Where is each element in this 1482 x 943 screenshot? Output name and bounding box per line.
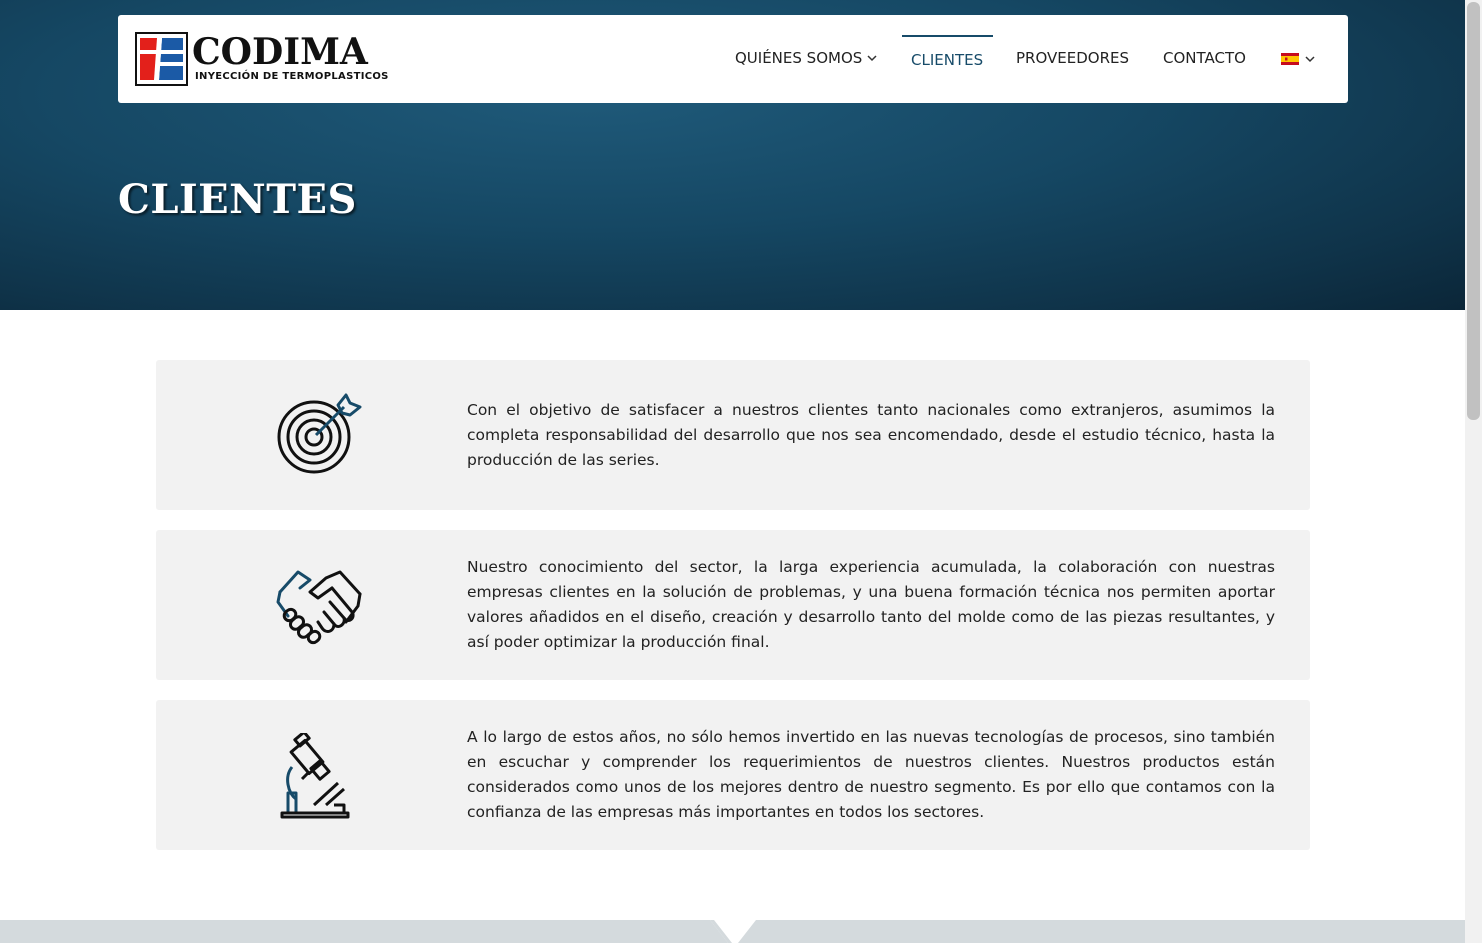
- card-text: Nuestro conocimiento del sector, la larga experiencia acumulada, la colaboración con nuestras empresas clientes en la solución de problemas, y una buena formación técnica nos permiten aportar valores añadidos en el diseño, creación y desarrollo tanto del molde como de las piezas resultantes, y así poder optimizar la producción final.: [467, 558, 1275, 651]
- logo-name: CODIMA: [192, 31, 368, 73]
- nav-item-contacto[interactable]: [1163, 49, 1246, 67]
- navbar: [118, 15, 1348, 103]
- hero-banner: [0, 0, 1465, 310]
- logo[interactable]: [135, 31, 389, 86]
- footer-notch: [710, 920, 756, 943]
- logo-tagline: INYECCIÓN DE TERMOPLASTICOS: [195, 71, 389, 82]
- target-icon: [274, 393, 364, 479]
- codima-logo-icon: [135, 32, 188, 86]
- nav-item-label: PROVEEDORES: [1016, 49, 1130, 67]
- chevron-down-icon[interactable]: [1305, 56, 1315, 63]
- chevron-down-icon: [867, 55, 877, 62]
- spain-flag-icon[interactable]: [1281, 53, 1299, 65]
- page-scrollbar[interactable]: [1465, 0, 1482, 943]
- footer-strip: [0, 920, 1465, 943]
- active-indicator: [902, 35, 993, 37]
- card-text: A lo largo de estos años, no sólo hemos invertido en las nuevas tecnologías de procesos, sino también en escuchar y comprender los requerimientos de nuestros clientes. Nuestros productos están considerados como unos de los mejores dentro de nuestro segmento. Es por ello que contamos con la confianza de las empresas más importantes en todos los sectores.: [467, 728, 1275, 821]
- nav-item-clientes[interactable]: [911, 51, 983, 69]
- info-card: [156, 530, 1310, 680]
- microscope-icon: [274, 733, 364, 819]
- nav-item-label: CLIENTES: [911, 51, 984, 69]
- nav-item-quienes-somos[interactable]: [735, 49, 877, 67]
- nav-item-label: CONTACTO: [1163, 49, 1246, 67]
- card-text: Con el objetivo de satisfacer a nuestros clientes tanto nacionales como extranjeros, asumimos la completa responsabilidad del desarrollo que nos sea encomendado, desde el estudio técnico, hasta la producción de las series.: [467, 401, 1275, 469]
- nav-item-label: QUIÉNES SOMOS: [735, 49, 863, 67]
- info-card: [156, 360, 1310, 510]
- handshake-icon: [274, 566, 364, 652]
- page-title: CLIENTES: [118, 176, 357, 223]
- info-card: [156, 700, 1310, 850]
- nav-item-proveedores[interactable]: [1016, 49, 1129, 67]
- scrollbar-thumb[interactable]: [1467, 2, 1480, 420]
